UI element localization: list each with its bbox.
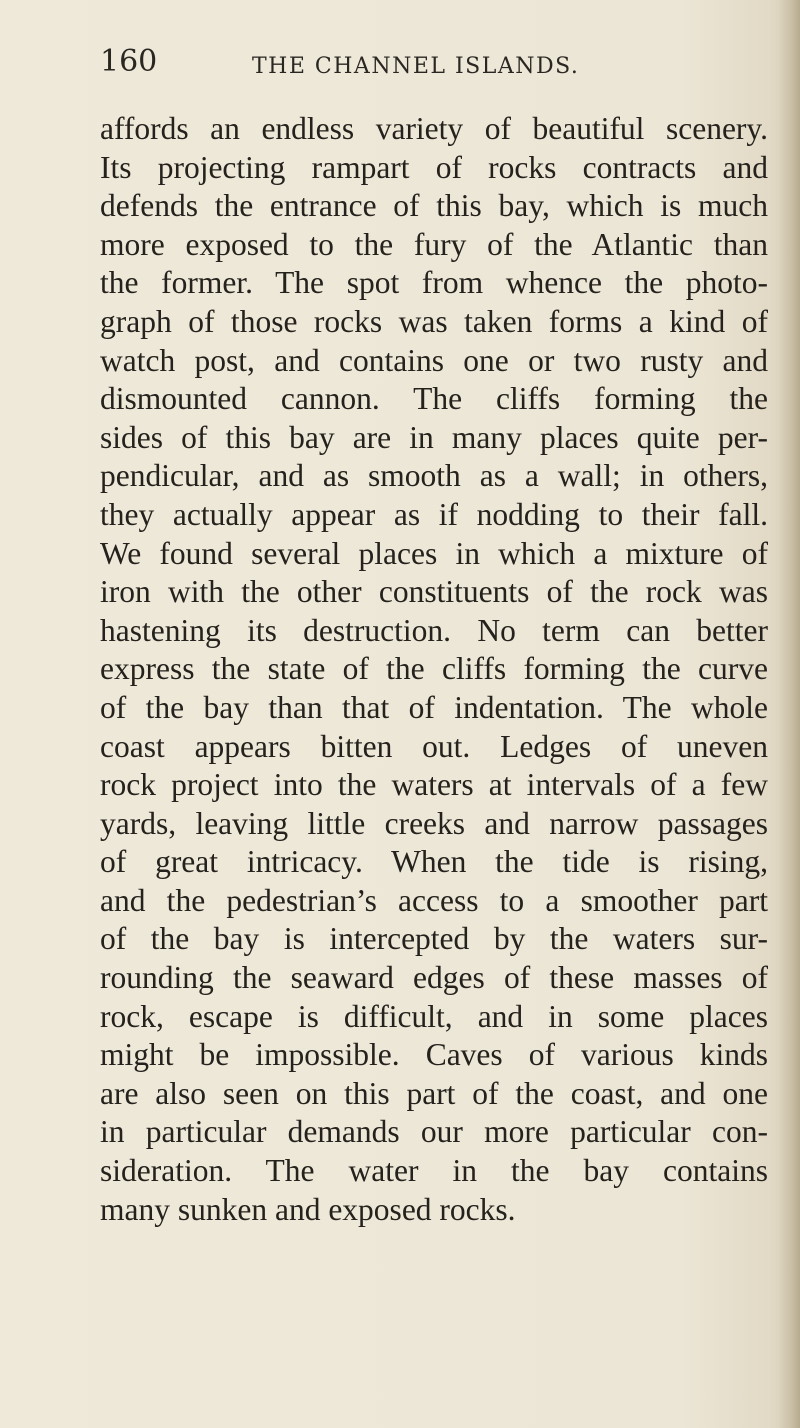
text-line: We found several places in which a mixture of (100, 535, 768, 571)
text-line: they actually appear as if nodding to their fall. (100, 496, 768, 532)
text-line: Its projecting rampart of rocks contracts and (100, 149, 768, 185)
page-header (0, 42, 800, 92)
text-line: yards, leaving little creeks and narrow passages (100, 805, 768, 841)
text-line: rock project into the waters at intervals of a few (100, 767, 768, 803)
text-line: and the pedestrian’s access to a smoother part (100, 882, 768, 918)
text-line: of the bay than that of indentation. The whole (100, 689, 768, 725)
text-line: rock, escape is difficult, and in some places (100, 998, 768, 1034)
text-line: of the bay is intercepted by the waters sur- (100, 921, 768, 957)
text-line: affords an endless variety of beautiful scenery. (100, 111, 768, 146)
text-line: graph of those rocks was taken forms a kind of (100, 303, 768, 339)
text-line: watch post, and contains one or two rusty and (100, 342, 768, 378)
text-line: hastening its destruction. No term can better (100, 612, 768, 648)
text-line: pendicular, and as smooth as a wall; in others, (100, 458, 768, 494)
text-line: more exposed to the fury of the Atlantic than (100, 226, 768, 262)
text-line: defends the entrance of this bay, which is much (100, 188, 768, 224)
text-line: sideration. The water in the bay contains (100, 1153, 768, 1189)
body-text (100, 110, 768, 1229)
text-line: rounding the seaward edges of these masses of (100, 960, 768, 996)
page-edge-shadow (778, 0, 800, 1428)
text-line: the former. The spot from whence the photo- (100, 265, 768, 301)
text-line: of great intricacy. When the tide is rising, (100, 844, 768, 880)
text-line: in particular demands our more particular con- (100, 1114, 768, 1150)
running-head: THE CHANNEL ISLANDS. (252, 54, 580, 79)
text-line: iron with the other constituents of the rock was (100, 574, 768, 610)
text-line: might be impossible. Caves of various kinds (100, 1037, 768, 1073)
text-line: dismounted cannon. The cliffs forming the (100, 381, 768, 417)
text-line: coast appears bitten out. Ledges of uneven (100, 728, 768, 764)
text-line: many sunken and exposed rocks. (100, 1191, 516, 1227)
page-number: 160 (100, 44, 158, 79)
text-line: express the state of the cliffs forming the curve (100, 651, 768, 687)
text-line: are also seen on this part of the coast, and one (100, 1075, 768, 1111)
text-line: sides of this bay are in many places quite per- (100, 419, 768, 455)
